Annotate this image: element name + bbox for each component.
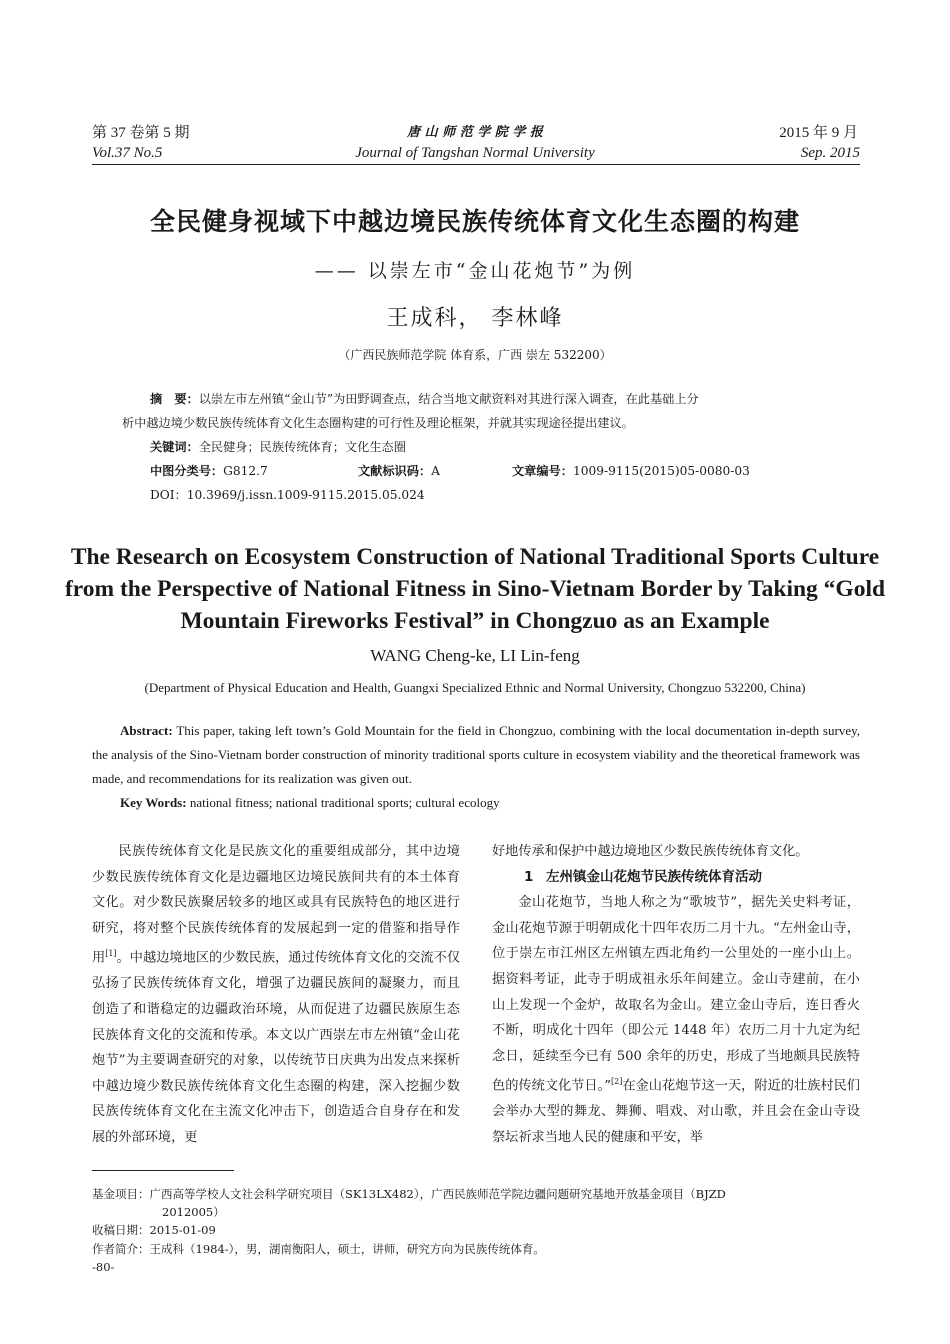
keywords-cn: 全民健身；民族传统体育；文化生态圈 (198, 440, 406, 454)
abstract-cn (122, 387, 834, 507)
keywords-en-line (92, 791, 860, 815)
body-left-column (92, 839, 460, 1151)
title-cn: 全民健身视域下中越边境民族传统体育文化生态圈的构建 (149, 207, 800, 236)
section-1-title: 左州镇金山花炮节民族传统体育活动 (545, 868, 762, 885)
volume-issue-en: Vol.37 No.5 (92, 145, 163, 161)
abstract-en-text: This paper, taking left town’s Gold Mountain for the field in Chongzuo, combining with the local documentation in-depth survey, the analysis of the Sino-Vietnam border construction of minority traditional sports culture in ecosystem viability and the theoretical framework was made, and recommendations for its realization was given out. (92, 723, 860, 786)
keywords-cn-label: 关键词： (150, 440, 199, 454)
clc-value: G812.7 (223, 464, 268, 478)
authors-en: WANG Cheng-ke, LI Lin-feng (370, 646, 580, 665)
fund-note (92, 1185, 862, 1203)
fund-label: 基金项目： (92, 1187, 150, 1201)
abstract-cn-line2: 析中越边境少数民族传统体育文化生态圈构建的可行性及理论框架，并就其实现途径提出建议。 (122, 416, 634, 430)
journal-name-cn: 唐 山 师 范 学 院 学 报 (407, 125, 543, 140)
subtitle-cn: —— 以崇左市“金山花炮节”为例 (314, 260, 636, 282)
author-bio: 王成科（1984-），男，湖南衡阳人，硕士，讲师，研究方向为民族传统体育。 (149, 1242, 545, 1256)
body-left-p1: 民族传统体育文化是民族文化的重要组成部分，其中边境少数民族传统体育文化是边疆地区边境民族间共有的本土体育文化。对少数民族聚居较多的地区或具有民族特色的地区进行研究，将对整个民族传统体育的发展起到一定的借鉴和指导作用 (92, 844, 460, 966)
fund-note-cont: 2012005） (162, 1205, 225, 1219)
authors-cn: 王成科， 李林峰 (386, 306, 564, 331)
keywords-en: national fitness; national traditional sports; cultural ecology (189, 795, 500, 810)
date-en: Sep. 2015 (800, 145, 860, 161)
received-label: 收稿日期： (92, 1223, 150, 1237)
abstract-en (92, 719, 860, 791)
doi-label: DOI： (150, 488, 187, 502)
section-1-number: 1 (524, 868, 534, 885)
header-rule (92, 164, 860, 165)
citation-2: [2] (610, 1077, 623, 1087)
abstract-cn-label: 摘 要： (150, 392, 199, 406)
doccode-label: 文献标识码： (358, 464, 432, 478)
body-right-p0: 好地传承和保护中越边境地区少数民族传统体育文化。 (492, 844, 809, 859)
keywords-en-label: Key Words: (120, 795, 187, 810)
doi-value: 10.3969/j.issn.1009-9115.2015.05.024 (186, 488, 425, 502)
citation-1: [1] (105, 949, 117, 959)
journal-name-en: Journal of Tangshan Normal University (355, 145, 595, 161)
fund-text: 广西高等学校人文社会科学研究项目（SK13LX482），广西民族师范学院边疆问题研究基地开放基金项目（BJZD (149, 1187, 726, 1201)
abstract-en-label: Abstract: (120, 723, 173, 738)
received-note (92, 1221, 862, 1239)
article-no-value: 1009-9115(2015)05-0080-03 (572, 464, 750, 478)
page-number: -80- (92, 1260, 115, 1274)
body-right-p1-cont: 在金山花炮节这一天，附近的壮族村民们会举办大型的舞龙、舞狮、唱戏、对山歌，并且会在金山寺设祭坛祈求当地人民的健康和平安，举 (492, 1078, 860, 1145)
received-date: 2015-01-09 (149, 1223, 216, 1237)
title-en: The Research on Ecosystem Construction of National Traditional Sports Culture from the Perspective of National Fitness in Sino-Vietnam Border by Taking “Gold Mountain Fireworks Festival” in Chongzuo as an Example (64, 544, 886, 634)
abstract-cn-line1: 以崇左市左州镇“金山节”为田野调查点，结合当地文献资料对其进行深入调查，在此基础上分 (198, 392, 699, 406)
footnote-rule (92, 1170, 234, 1171)
date-cn: 2015 年 9 月 (779, 125, 858, 141)
body-left-p1-cont: 。中越边境地区的少数民族，通过传统体育文化的交流不仅弘扬了民族传统体育文化，增强了边疆民族间的凝聚力，而且创造了和谐稳定的边疆政治环境，从而促进了边疆民族原生态民族体育文化的交流和传承。本文以广西崇左市左州镇“金山花炮节”为主要调查研究的对象，以传统节日庆典为出发点来探析中越边境少数民族传统体育文化生态圈的构建，深入挖掘少数民族传统体育文化在主流文化冲击下，创造适合自身存在和发展的外部环境，更 (92, 950, 461, 1145)
author-bio-note (92, 1240, 862, 1258)
clc-label: 中图分类号： (150, 464, 224, 478)
affiliation-en: (Department of Physical Education and Health, Guangxi Specialized Ethnic and Normal University, Chongzuo 532200, China) (144, 680, 806, 695)
author-bio-label: 作者简介： (92, 1242, 150, 1256)
doccode-value: A (431, 464, 440, 478)
affiliation-cn: （广西民族师范学院 体育系，广西 崇左 532200） (338, 348, 612, 362)
body-right-column (492, 839, 860, 1151)
body-right-p1: 金山花炮节，当地人称之为“歌坡节”，据先关史料考证，金山花炮节源于明朝成化十四年农历二月十九。“左州金山寺，位于崇左市江州区左州镇左西北角约一公里处的一座小山上。据资料考证，此寺于明成祖永乐年间建立。金山寺建前，在小山上发现一个金炉，故取名为金山。建立金山寺后，连日香火不断，明成化十四年（即公元 1448 年）农历二月十九定为纪念日，延续至今已有 500 余年的历史，形成了当地颇具民族特色的传统文化节日。” (492, 895, 860, 1094)
article-no-label: 文章编号： (512, 464, 573, 478)
volume-issue-cn: 第 37 卷第 5 期 (92, 125, 190, 141)
